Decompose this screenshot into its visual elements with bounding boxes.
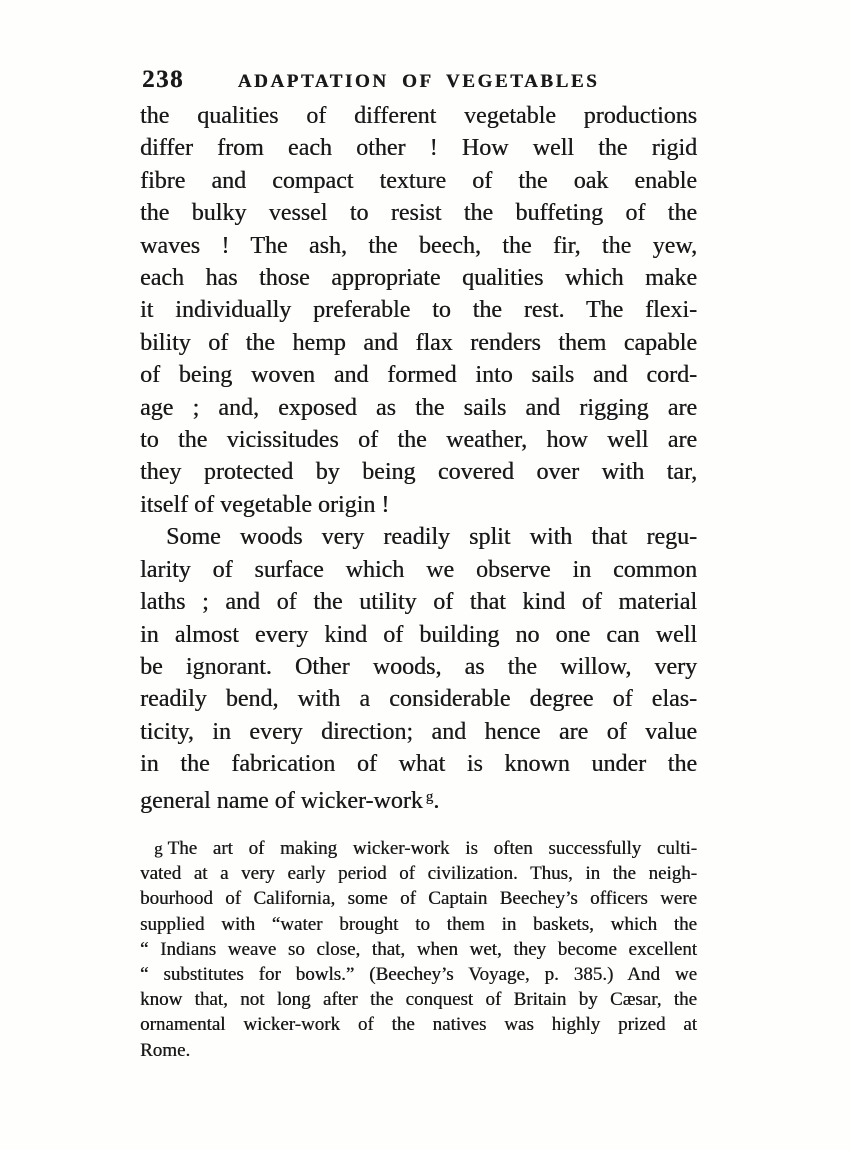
footnote-line: “ substitutes for bowls.” (Beechey’s Voyage, p. 385.) And we xyxy=(140,964,697,986)
text-line: to the vicissitudes of the weather, how well are xyxy=(140,427,697,454)
footnote-line: vated at a very early period of civilization. Thus, in the neigh- xyxy=(140,863,697,885)
footnote-line: Rome. xyxy=(140,1039,191,1061)
text-line: bility of the hemp and flax renders them capable xyxy=(140,329,697,356)
footnote-line: bourhood of California, some of Captain Beechey’s officers were xyxy=(140,888,697,910)
text-segment: general name of wicker-work xyxy=(140,787,423,814)
paragraph-1 xyxy=(140,100,697,521)
text-line: of being woven and formed into sails and cord- xyxy=(140,362,697,389)
body-text xyxy=(140,100,697,817)
text-line: age ; and, exposed as the sails and rigging are xyxy=(140,394,697,421)
text-line: be ignorant. Other woods, as the willow, very xyxy=(140,653,697,680)
text-line: readily bend, with a considerable degree of elas- xyxy=(140,686,697,713)
text-line: differ from each other ! How well the rigid xyxy=(140,135,697,162)
text-line: ticity, in every direction; and hence are of value xyxy=(140,718,697,745)
text-line: the qualities of different vegetable productions xyxy=(140,103,697,129)
footnote-line xyxy=(140,836,697,861)
footnote-marker: g xyxy=(154,839,163,858)
text-line: larity of surface which we observe in common xyxy=(140,556,697,583)
text-line: Some woods very readily split with that regu- xyxy=(166,524,697,551)
text-line: in almost every kind of building no one can well xyxy=(140,621,697,648)
footnote-line: supplied with “water brought to them in baskets, which the xyxy=(140,913,697,935)
text-line: in the fabrication of what is known under the xyxy=(140,751,697,778)
footnote-text: The art of making wicker-work is often successfully culti- xyxy=(167,838,697,859)
text-line: the bulky vessel to resist the buffeting of the xyxy=(140,200,697,227)
text-line: laths ; and of the utility of that kind of material xyxy=(140,589,697,616)
text-line: waves ! The ash, the beech, the fir, the yew, xyxy=(140,232,697,259)
text-line: they protected by being covered over with tar, xyxy=(140,459,697,486)
text-line: fibre and compact texture of the oak enable xyxy=(140,167,697,194)
text-segment: . xyxy=(433,787,440,814)
text-line xyxy=(140,781,697,817)
paragraph-2 xyxy=(140,521,697,817)
footnote-ref-g: g xyxy=(425,788,434,805)
footnote-line: know that, not long after the conquest of Britain by Cæsar, the xyxy=(140,989,697,1011)
text-line: itself of vegetable origin ! xyxy=(140,491,390,518)
footnote-line: ornamental wicker-work of the natives was highly prized at xyxy=(140,1014,697,1036)
page-number: 238 xyxy=(142,66,184,93)
text-line: each has those appropriate qualities which make xyxy=(140,265,697,292)
page-header xyxy=(140,68,697,98)
footnote-line: “ Indians weave so close, that, when wet, they become excellent xyxy=(140,938,697,960)
footnote xyxy=(140,836,697,1063)
text-line: it individually preferable to the rest. The flexi- xyxy=(140,297,697,324)
running-title: ADAPTATION OF VEGETABLES xyxy=(237,71,600,92)
